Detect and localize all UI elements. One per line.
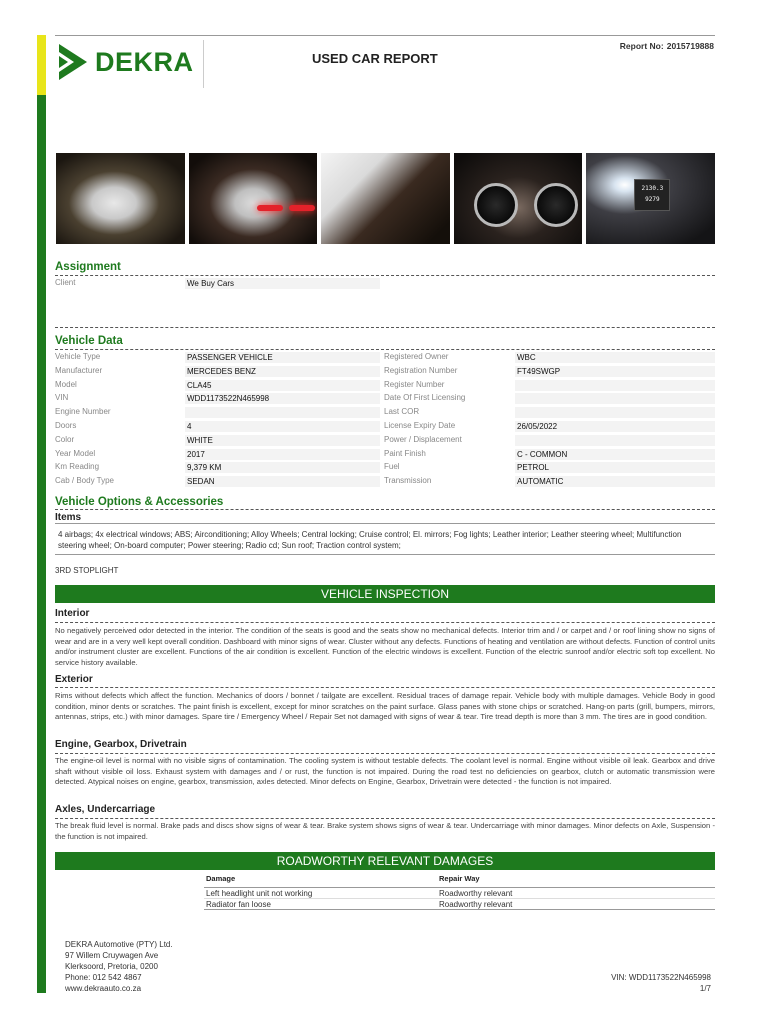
items-rule: [55, 523, 715, 524]
photo-cluster[interactable]: [454, 153, 583, 244]
vehicle-data-row: [55, 352, 380, 364]
vehicle-data-label: Km Reading: [55, 462, 100, 472]
vehicle-data-row: [384, 476, 715, 488]
vehicle-data-title: Vehicle Data: [55, 335, 123, 347]
vehicle-data-row: [384, 462, 715, 474]
photo-front[interactable]: [56, 153, 185, 244]
vehicle-data-label: Doors: [55, 421, 77, 430]
repair-cell: Roadworthy relevant: [439, 900, 513, 909]
interior-rule: [55, 622, 715, 623]
vehicle-data-label: License Expiry Date: [384, 421, 456, 430]
vehicle-data-value: 4: [185, 421, 380, 432]
page-number: 1/7: [699, 984, 711, 993]
items-end-rule: [55, 554, 715, 555]
vehicle-data-label: Date Of First Licensing: [384, 393, 466, 403]
vehicle-data-value: [515, 393, 715, 404]
taillight-left: [257, 205, 283, 211]
brand-stripe-green: [37, 95, 46, 993]
brand-stripe-yellow: [37, 35, 46, 95]
extra-option: 3RD STOPLIGHT: [55, 566, 119, 575]
exterior-text: Rims without defects which affect the function. Mechanics of doors / bonnet / tailgate are excellent. Residual traces of damage repair. Vehicle body with multiple damages. Vehicle Body in good condition, minor dents or scratches. The paint finish is excellent, except for minor scratches on the paint surface. Glass panes with stone chips or scratched. Hang-on parts (grill, bumpers, mirrors, antennas, strips, etc.) with minor damages. Spare tire / Emergency Wheel / Repair Set not damaged with signs of wear & tear. Tire tread depth is more than 3 mm. The tires are in good condition.: [55, 691, 715, 722]
vehicle-data-row: [384, 435, 715, 447]
vehicle-data-value: [515, 435, 715, 446]
interior-text: No negatively perceived odor detected in the interior. The condition of the seats is good and the seats show no mechanical defects. Interior trim and / or carpet and / or roof lining show no signs of wear and are in a very well kept overall condition. Dashboard with minor signs of wear. Cluster without any defects. Functions of heating and ventilation are without defects. Function of control units and/or instrument cluster are excellent. Functions of the air condition is excellent. Function of the electric windows is excellent. Function of the electric sunroof and/or electric soft top excellent. No service history available.: [55, 626, 715, 667]
damage-cell: Left headlight unit not working: [206, 889, 313, 898]
inspection-banner: VEHICLE INSPECTION: [55, 585, 715, 603]
vehicle-data-row: [55, 449, 380, 461]
vehicle-data-value: [185, 407, 380, 418]
footer-street: 97 Willem Cruywagen Ave: [65, 951, 159, 960]
client-value: We Buy Cars: [185, 278, 380, 289]
axles-rule: [55, 818, 715, 819]
interior-heading: Interior: [55, 608, 90, 619]
vehicle-data-value: [515, 380, 715, 391]
vehicle-data-label: Model: [55, 379, 77, 389]
damage-column-header: Damage: [206, 874, 236, 883]
repair-cell: Roadworthy relevant: [439, 889, 513, 898]
vehicle-data-row: [384, 407, 715, 419]
items-list: 4 airbags; 4x electrical windows; ABS; Airconditioning; Alloy Wheels; Central locking; Cruise control; El. mirrors; Fog lights; Leather interior; Leather steering wheel; Multifunction steering wheel; On-board computer; Power steering; Radio cd; Sun roof; Traction control system;: [58, 530, 682, 550]
report-title: USED CAR REPORT: [312, 51, 438, 66]
engine-rule: [55, 753, 715, 754]
vehicle-data-row: [384, 421, 715, 433]
vehicle-data-value: PASSENGER VEHICLE: [185, 352, 380, 363]
logo-divider: [203, 40, 204, 88]
photo-interior[interactable]: [321, 153, 450, 244]
vehicle-data-value: WDD1173522N465998: [185, 393, 380, 404]
vehicle-data-label: Cab / Body Type: [55, 476, 114, 486]
footer-website-link[interactable]: www.dekraauto.co.za: [65, 984, 142, 993]
gauge-right: [534, 183, 578, 227]
odometer-display: [634, 179, 670, 211]
footer-city: Klerksoord, Pretoria, 0200: [65, 962, 158, 971]
vehicle-data-label: Transmission: [384, 476, 432, 486]
client-label: Client: [55, 278, 76, 287]
assignment-rule: [55, 275, 715, 276]
vehicle-data-label: Power / Displacement: [384, 434, 462, 444]
vehicle-data-row: [55, 393, 380, 405]
photo-odometer[interactable]: [586, 153, 715, 244]
assignment-end-rule: [55, 327, 715, 328]
vehicle-photos: [56, 153, 715, 244]
vehicle-data-label: Engine Number: [55, 407, 111, 417]
gauge-left: [474, 183, 518, 227]
engine-text: The engine-oil level is normal with no visible signs of contamination. The cooling system is without testable defects. The coolant level is normal. Engine without visible oil leak. Gearbox and drive shaft without visible oil loss. Exhaust system with damages and / or rust, the function is not impaired. During the road test no deficiencies on gearbox, clutch or automatic transmission were detected. Atypical noises on engine, gearbox, transmission, axles detected. Minor defects on Engine, Gearbox, Drivetrain were detected - the function is not impaired.: [55, 756, 715, 787]
vehicle-data-value: C - COMMON: [515, 449, 715, 460]
vehicle-data-value: WHITE: [185, 435, 380, 446]
options-title: Vehicle Options & Accessories: [55, 496, 224, 508]
dekra-logo: [57, 44, 194, 80]
vehicle-data-label: Registration Number: [384, 365, 458, 375]
repair-column-header: Repair Way: [439, 874, 480, 883]
client-row: [55, 278, 385, 290]
table-row: [204, 888, 715, 899]
vehicle-data-label: Vehicle Type: [55, 352, 101, 361]
footer-phone: Phone: 012 542 4867: [65, 973, 142, 982]
options-rule: [55, 509, 715, 510]
vehicle-data-label: VIN: [55, 393, 69, 403]
vehicle-data-value: MERCEDES BENZ: [185, 366, 380, 377]
vehicle-data-label: Year Model: [55, 448, 96, 458]
vehicle-data-row: [55, 476, 380, 488]
vehicle-data-label: Paint Finish: [384, 448, 426, 458]
vehicle-data-row: [55, 462, 380, 474]
dekra-logo-icon: [57, 44, 89, 80]
vehicle-data-value: 2017: [185, 449, 380, 460]
odometer-readout-top: 2130.3: [641, 185, 664, 192]
vehicle-data-value: FT49SWGP: [515, 366, 715, 377]
report-number-value: 2015719888: [666, 41, 714, 51]
report-number-label: Report No:: [619, 41, 664, 51]
axles-text: The break fluid level is normal. Brake pads and discs show signs of wear & tear. Brake system shows signs of wear & tear. Undercarriage with minor damages. Minor defects on Axle, Suspension - the function is not impaired.: [55, 821, 715, 841]
vehicle-data-label: Manufacturer: [55, 365, 103, 375]
vehicle-data-value: WBC: [515, 352, 715, 363]
vehicle-data-value: CLA45: [185, 380, 380, 391]
vehicle-data-row: [384, 393, 715, 405]
footer-vin: VIN: WDD1173522N465998: [611, 973, 711, 982]
vehicle-data-label: Registered Owner: [384, 352, 449, 361]
vehicle-data-value: 26/05/2022: [515, 421, 715, 432]
damage-cell: Radiator fan loose: [206, 900, 271, 909]
logo-text: DEKRA: [95, 46, 194, 77]
footer-address: [65, 939, 173, 994]
vehicle-data-row: [384, 449, 715, 461]
footer-company: DEKRA Automotive (PTY) Ltd.: [65, 940, 173, 949]
axles-heading: Axles, Undercarriage: [55, 804, 156, 815]
engine-heading: Engine, Gearbox, Drivetrain: [55, 739, 187, 750]
report-number: [620, 41, 714, 51]
damages-table-header: [204, 874, 715, 888]
vehicle-data-label: Last COR: [384, 407, 420, 417]
vehicle-data-label: Color: [55, 434, 75, 444]
damages-banner: ROADWORTHY RELEVANT DAMAGES: [55, 852, 715, 870]
vehicle-data-row: [55, 407, 380, 419]
odometer-readout-bottom: 9279: [645, 196, 660, 203]
vehicle-data-rule: [55, 349, 715, 350]
exterior-rule: [55, 687, 715, 688]
vehicle-data-value: [515, 407, 715, 418]
assignment-title: Assignment: [55, 261, 121, 273]
vehicle-data-value: AUTOMATIC: [515, 476, 715, 487]
header-rule: [55, 35, 715, 36]
vehicle-data-row: [384, 366, 715, 378]
vehicle-data-row: [384, 352, 715, 364]
vehicle-data-row: [384, 380, 715, 392]
vehicle-data-label: Register Number: [384, 379, 445, 389]
photo-rear[interactable]: [189, 153, 318, 244]
vehicle-data-row: [55, 421, 380, 433]
damages-table: [204, 874, 715, 910]
vehicle-data-label: Fuel: [384, 462, 400, 472]
vehicle-data-value: PETROL: [515, 462, 715, 473]
items-heading: Items: [55, 512, 82, 523]
footer-meta: [611, 972, 711, 994]
exterior-heading: Exterior: [55, 674, 93, 685]
vehicle-data-row: [55, 435, 380, 447]
vehicle-data-value: SEDAN: [185, 476, 380, 487]
taillight-right: [289, 205, 315, 211]
vehicle-data-row: [55, 366, 380, 378]
vehicle-data-row: [55, 380, 380, 392]
vehicle-data-value: 9,379 KM: [185, 462, 380, 473]
table-row: [204, 899, 715, 910]
